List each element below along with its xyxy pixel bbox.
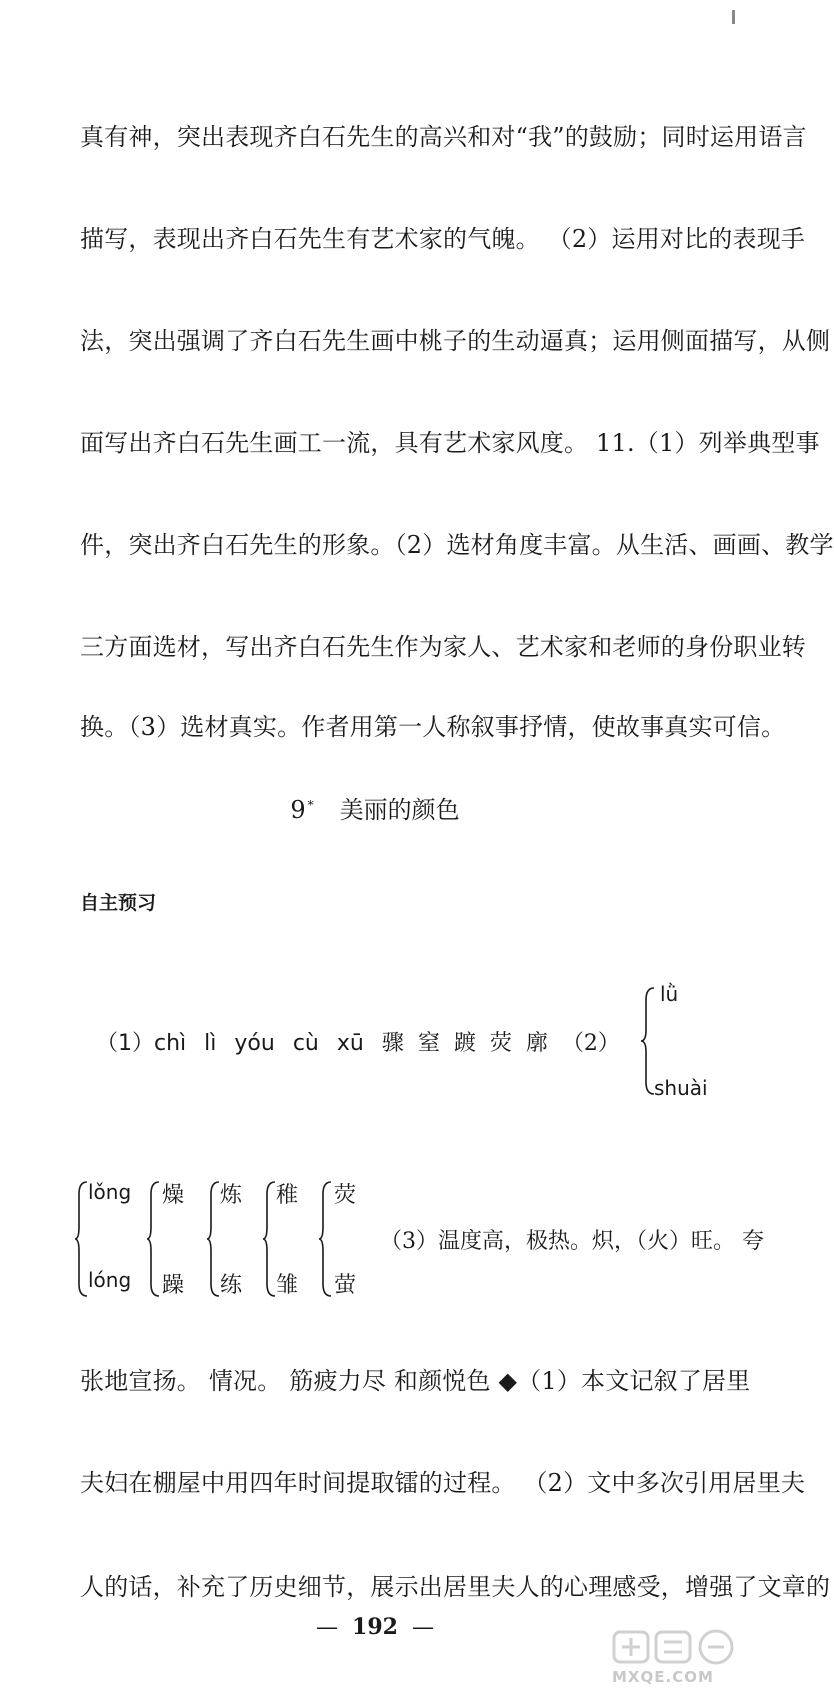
pinyin-reading: shuài [654, 1076, 708, 1100]
paragraph-line: 人的话，补充了历史细节，展示出居里夫人的心理感受，增强了文章的 [80, 1573, 831, 1601]
character-answer: 萤 [334, 1273, 357, 1298]
footer-dash: — [411, 1615, 434, 1640]
paragraph-line: 张地宣扬。 情况。 筋疲力尽 和颜悦色 ◆（1）本文记叙了居里 [80, 1367, 751, 1395]
brace-icon [146, 1180, 162, 1298]
character-answer: 稚 [276, 1183, 299, 1208]
question-label: （2） [561, 1031, 620, 1056]
paragraph-line: 面写出齐白石先生画工一流，具有艺术家风度。 11.（1）列举典型事 [80, 429, 820, 457]
pinyin-answer: yóu [234, 1031, 275, 1056]
brace-icon [318, 1180, 334, 1298]
character-answer: 炼 [220, 1183, 243, 1208]
paragraph-line: 三方面选材，写出齐白石先生作为家人、艺术家和老师的身份职业转 [80, 633, 806, 661]
pinyin-answer: cù [292, 1031, 319, 1056]
optional-lesson-marker: * [307, 798, 314, 812]
question-1-row [96, 1030, 620, 1058]
lesson-name: 美丽的颜色 [339, 796, 460, 824]
character-answer: 荧 [489, 1031, 512, 1056]
character-answer: 练 [220, 1273, 243, 1298]
pinyin-answer: chì [154, 1031, 187, 1056]
paragraph-line: 件，突出齐白石先生的形象。（2）选材角度丰富。从生活、画画、教学 [80, 531, 834, 559]
pinyin-reading: lǒng [88, 1180, 132, 1204]
lesson-number: 9 * [290, 796, 314, 824]
paragraph-line: 夫妇在棚屋中用四年时间提取镭的过程。 （2）文中多次引用居里夫 [80, 1469, 806, 1497]
paragraph-line: 描写，表现出齐白石先生有艺术家的气魄。 （2）运用对比的表现手 [80, 225, 806, 253]
watermark-text: MXQE.COM [612, 1668, 714, 1686]
pinyin-reading: lǜ [660, 982, 679, 1006]
pinyin-answer: xū [336, 1031, 364, 1056]
character-answer: 踱 [453, 1031, 476, 1056]
question-3-text: （3）温度高，极热。炽，（火）旺。 夸 [380, 1229, 764, 1254]
character-answer: 窒 [417, 1031, 440, 1056]
paragraph-line: 真有神，突出表现齐白石先生的高兴和对“我”的鼓励；同时运用语言 [80, 123, 807, 151]
character-answer: 廓 [525, 1031, 548, 1056]
paragraph-line: 法，突出强调了齐白石先生画中桃子的生动逼真；运用侧面描写，从侧 [80, 327, 831, 355]
question-label: （1） [96, 1031, 154, 1056]
lesson-title [0, 790, 750, 825]
character-answer: 燥 [162, 1183, 185, 1208]
character-answer: 荧 [334, 1183, 357, 1208]
pinyin-reading: lóng [88, 1268, 132, 1292]
paragraph-line: 换。（3）选材真实。作者用第一人称叙事抒情，使故事真实可信。 [80, 713, 786, 741]
pinyin-answer: lì [204, 1031, 217, 1056]
corner-mark [732, 10, 735, 24]
page-number: 192 [352, 1614, 398, 1640]
character-answer: 雏 [276, 1273, 299, 1298]
character-answer: 躁 [162, 1273, 185, 1298]
character-answer: 骤 [381, 1031, 404, 1056]
footer-dash: — [316, 1615, 339, 1640]
section-heading: 自主预习 [80, 892, 157, 914]
